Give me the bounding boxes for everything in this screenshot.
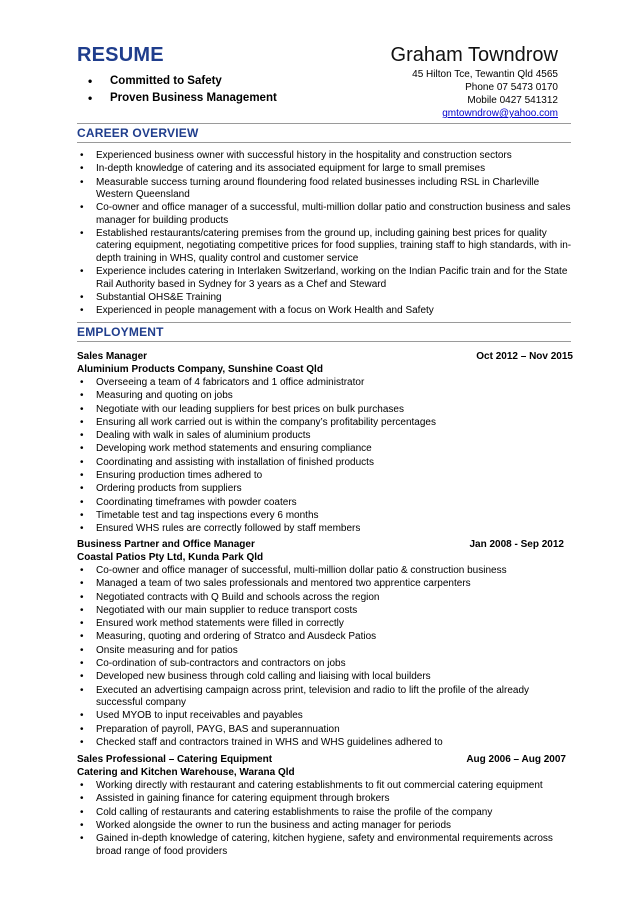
job-header bbox=[77, 350, 573, 376]
contact-block bbox=[412, 68, 558, 120]
mobile: Mobile 0427 541312 bbox=[467, 95, 558, 106]
list-item: • Timetable test and tag inspections every 6 months bbox=[77, 510, 575, 522]
list-item: • Gained in-depth knowledge of catering, kitchen hygiene, safety and environmental requirements across broad range of food providers bbox=[77, 833, 575, 858]
job-company: Coastal Patios Pty Ltd, Kunda Park Qld bbox=[77, 552, 264, 563]
list-item: • Cold calling of restaurants and catering establishments to raise the profile of the company bbox=[77, 807, 575, 819]
section-divider bbox=[77, 123, 571, 124]
job-dates: Oct 2012 – Nov 2015 bbox=[476, 351, 573, 362]
list-item: • Measuring and quoting on jobs bbox=[77, 390, 575, 402]
list-item: • Co-ordination of sub-contractors and contractors on jobs bbox=[77, 658, 575, 670]
list-item: • Overseeing a team of 4 fabricators and 1 office administrator bbox=[77, 377, 575, 389]
job-company: Aluminium Products Company, Sunshine Coast Qld bbox=[77, 364, 323, 375]
employment-heading: EMPLOYMENT bbox=[77, 325, 164, 339]
job-role: Sales Professional – Catering Equipment bbox=[77, 754, 273, 765]
job-role: Sales Manager bbox=[77, 351, 148, 362]
list-item: • Used MYOB to input receivables and payables bbox=[77, 710, 575, 722]
list-item: • Worked alongside the owner to run the business and acting manager for periods bbox=[77, 820, 575, 832]
list-item: • Coordinating and assisting with installation of finished products bbox=[77, 457, 575, 469]
job-duties-list bbox=[77, 565, 575, 750]
list-item: • Negotiated with our main supplier to reduce transport costs bbox=[77, 605, 575, 617]
list-item: • Preparation of payroll, PAYG, BAS and superannuation bbox=[77, 724, 575, 736]
list-item: • Experienced business owner with successful history in the hospitality and construction sectors bbox=[77, 150, 575, 162]
job-header bbox=[77, 753, 566, 779]
list-item: • Ensuring all work carried out is within the company’s profitability percentages bbox=[77, 417, 575, 429]
highlight-item: • Committed to Safety bbox=[90, 73, 277, 90]
job-header bbox=[77, 538, 564, 564]
list-item: • Developing work method statements and ensuring compliance bbox=[77, 443, 575, 455]
list-item: • Ordering products from suppliers bbox=[77, 483, 575, 495]
career-overview-list bbox=[77, 150, 575, 318]
list-item: • Checked staff and contractors trained in WHS and WHS guidelines adhered to bbox=[77, 737, 575, 749]
phone: Phone 07 5473 0170 bbox=[465, 82, 558, 93]
job-duties-list bbox=[77, 377, 575, 537]
highlight-item: • Proven Business Management bbox=[90, 90, 277, 107]
address: 45 Hilton Tce, Tewantin Qld 4565 bbox=[412, 69, 558, 80]
section-divider bbox=[77, 322, 571, 323]
resume-title: RESUME bbox=[77, 44, 164, 66]
list-item: • Co-owner and office manager of successful, multi-million dollar patio & construction business bbox=[77, 565, 575, 577]
job-company: Catering and Kitchen Warehouse, Warana Qld bbox=[77, 767, 295, 778]
list-item: • Onsite measuring and for patios bbox=[77, 645, 575, 657]
job-duties-list bbox=[77, 780, 575, 859]
list-item: • Dealing with walk in sales of aluminium products bbox=[77, 430, 575, 442]
list-item: • Executed an advertising campaign across print, television and radio to lift the profile of the already successful company bbox=[77, 685, 575, 710]
job-dates: Aug 2006 – Aug 2007 bbox=[466, 754, 566, 765]
list-item: • Negotiated contracts with Q Build and schools across the region bbox=[77, 592, 575, 604]
list-item: • Working directly with restaurant and catering establishments to fit out commercial catering equipment bbox=[77, 780, 575, 792]
list-item: • In-depth knowledge of catering and its associated equipment for large to small premises bbox=[77, 163, 575, 175]
list-item: • Substantial OHS&E Training bbox=[77, 292, 575, 304]
job-role: Business Partner and Office Manager bbox=[77, 539, 255, 550]
list-item: • Assisted in gaining finance for catering equipment through brokers bbox=[77, 793, 575, 805]
career-overview-heading: CAREER OVERVIEW bbox=[77, 126, 199, 140]
list-item: • Developed new business through cold calling and liaising with local builders bbox=[77, 671, 575, 683]
list-item: • Co-owner and office manager of a successful, multi-million dollar patio and construction business and sales manager for building products bbox=[77, 202, 575, 227]
email-link[interactable]: gmtowndrow@yahoo.com bbox=[442, 108, 558, 119]
candidate-name: Graham Towndrow bbox=[390, 44, 558, 66]
list-item: • Ensured work method statements were filled in correctly bbox=[77, 618, 575, 630]
section-divider bbox=[77, 142, 571, 143]
list-item: • Negotiate with our leading suppliers for best prices on bulk purchases bbox=[77, 404, 575, 416]
highlights-list bbox=[90, 73, 277, 107]
list-item: • Measuring, quoting and ordering of Stratco and Ausdeck Patios bbox=[77, 631, 575, 643]
list-item: • Managed a team of two sales professionals and mentored two apprentice carpenters bbox=[77, 578, 575, 590]
job-dates: Jan 2008 - Sep 2012 bbox=[469, 539, 564, 550]
list-item: • Ensuring production times adhered to bbox=[77, 470, 575, 482]
list-item: • Ensured WHS rules are correctly followed by staff members bbox=[77, 523, 575, 535]
list-item: • Experience includes catering in Interlaken Switzerland, working on the Indian Pacific train and for the State Rail Authority based in Sydney for 3 years as a Chef and Steward bbox=[77, 266, 575, 291]
list-item: • Experienced in people management with a focus on Work Health and Safety bbox=[77, 305, 575, 317]
list-item: • Established restaurants/catering premises from the ground up, including gaining best prices for quality catering equipment, negotiating competitive prices for food supplies, training staff to high standards, with in-depth training in WHS, quality control and customer service bbox=[77, 228, 575, 265]
list-item: • Measurable success turning around floundering food related businesses including RSL in Charleville Western Queensland bbox=[77, 177, 575, 202]
list-item: • Coordinating timeframes with powder coaters bbox=[77, 497, 575, 509]
section-divider bbox=[77, 341, 571, 342]
